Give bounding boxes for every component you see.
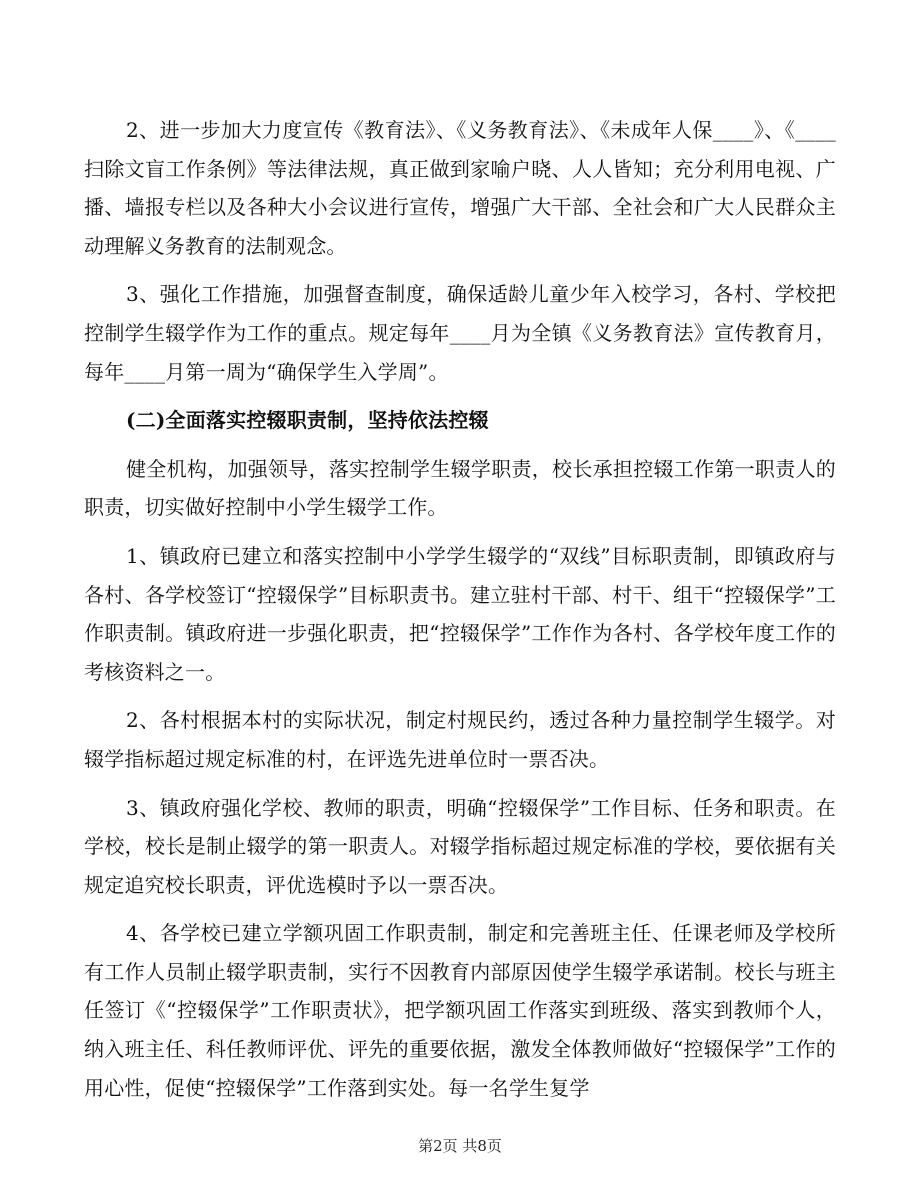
page-number-footer: 第2页 共8页 bbox=[418, 1137, 502, 1155]
paragraph-gap bbox=[84, 691, 836, 701]
paragraph-gap bbox=[84, 391, 836, 401]
paragraph-item-2: 2、各村根据本村的实际状况，制定村规民约，透过各种力量控制学生辍学。对辍学指标超过规定标准的村，在评选先进单位时一票否决。 bbox=[84, 708, 836, 771]
section-heading: (二)全面落实控辍职责制，坚持依法控辍 bbox=[126, 408, 489, 433]
paragraph-item-4: 4、各学校已建立学额巩固工作职责制，制定和完善班主任、任课老师及学校所有工作人员制止辍学职责制，实行不因教育内部原因使学生辍学承诺制。校长与班主任签订《“控辍保学”工作职责状》，把学额巩固工作落实到班级、落实到教师个人，纳入班主任、科任教师评优、评先的重要依据，激发全体教师做好“控辍保学”工作的用心性，促使“控辍保学”工作落到实处。每一名学生复学 bbox=[84, 921, 836, 1100]
paragraph-item-3: 3、镇政府强化学校、教师的职责，明确“控辍保学”工作目标、任务和职责。在学校，校长是制止辍学的第一职责人。对辍学指标超过规定标准的学校，要依据有关规定追究校长职责，评优选模时予以一票否决。 bbox=[84, 795, 836, 897]
paragraph-gap bbox=[84, 779, 836, 789]
paragraph-work-measures: 3、强化工作措施，加强督查制度，确保适龄儿童少年入校学习，各村、学校把控制学生辍学作为工作的重点。规定每年____月为全镇《义务教育法》宣传教育月，每年____月第一周为“确保学生入学周”。 bbox=[84, 282, 836, 384]
paragraph-gap bbox=[84, 440, 836, 450]
paragraph-gap bbox=[84, 904, 836, 914]
paragraph-organization: 健全机构，加强领导，落实控制学生辍学职责，校长承担控辍工作第一职责人的职责，切实做好控制中小学生辍学工作。 bbox=[84, 456, 836, 520]
paragraph-gap bbox=[84, 265, 836, 275]
paragraph-publicity: 2、进一步加大力度宣传《教育法》、《义务教育法》、《未成年人保____》、《____扫除文盲工作条例》等法律法规，真正做到家喻户晓、人人皆知；充分利用电视、广播、墙报专栏以及各种大小会议进行宣传，增强广大干部、全社会和广大人民群众主动理解义务教育的法制观念。 bbox=[84, 118, 836, 258]
document-body bbox=[84, 111, 836, 1107]
paragraph-gap bbox=[84, 527, 836, 537]
paragraph-item-1: 1、镇政府已建立和落实控制中小学学生辍学的“双线”目标职责制，即镇政府与各村、各学校签订“控辍保学”目标职责书。建立驻村干部、村干、组干“控辍保学”工作职责制。镇政府进一步强化职责，把“控辍保学”工作作为各村、各学校年度工作的考核资料之一。 bbox=[84, 543, 836, 684]
